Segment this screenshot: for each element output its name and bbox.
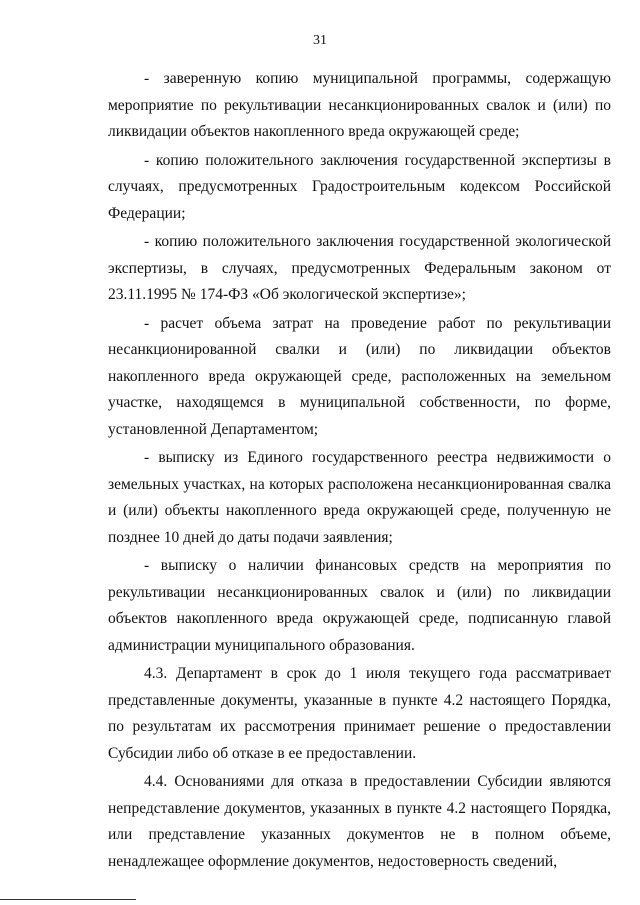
list-item-ecological-expertise: - копию положительного заключения государственной экологической экспертизы, в случаях, предусмотренных Федеральным законом от 23.11.1995 № 174-ФЗ «Об экологической экспертизе»; (108, 233, 611, 303)
list-item-registry-extract: - выписку из Единого государственного реестра недвижимости о земельных участках, на которых расположена несанкционированная свалка и (или) объекты накопленного вреда окружающей среде, полученную не позднее 10 дней до даты подачи заявления; (108, 449, 611, 546)
list-item-funds-extract: - выписку о наличии финансовых средств на мероприятия по рекультивации несанкционированных свалок и (или) по ликвидации объектов накопленного вреда окружающей среде, подписанную главой администрации муниципального образования. (108, 557, 611, 654)
page-number: 31 (313, 33, 327, 48)
clause-4-3: 4.3. Департамент в срок до 1 июля текущего года рассматривает представленные документы, указанные в пункте 4.2 настоящего Порядка, по результатам их рассмотрения принимает решение о предоставлении Субсидии либо об отказе в ее предоставлении. (108, 665, 611, 762)
footnote-divider (0, 899, 136, 900)
document-body (108, 66, 611, 875)
list-item-cost-calculation: - расчет объема затрат на проведение работ по рекультивации несанкционированной свалки и (или) по ликвидации объектов накопленного вреда окружающей среде, расположенных на земельном участке, находящемся в муниципальной собственности, по форме, установленной Департаментом; (108, 314, 611, 438)
list-item-state-expertise: - копию положительного заключения государственной экспертизы в случаях, предусмотренных Градостроительным кодексом Российской Федерации; (108, 151, 611, 222)
list-item-program-copy: - заверенную копию муниципальной программы, содержащую мероприятие по рекультивации несанкционированных свалок и (или) по ликвидации объектов накопленного вреда окружающей среде; (108, 70, 611, 140)
clause-4-4: 4.4. Основаниями для отказа в предоставлении Субсидии являются непредставление документов, указанных в пункте 4.2 настоящего Порядка, или представление указанных документов не в полном объеме, ненадлежащее оформление документов, недостоверность сведений, (108, 773, 611, 870)
